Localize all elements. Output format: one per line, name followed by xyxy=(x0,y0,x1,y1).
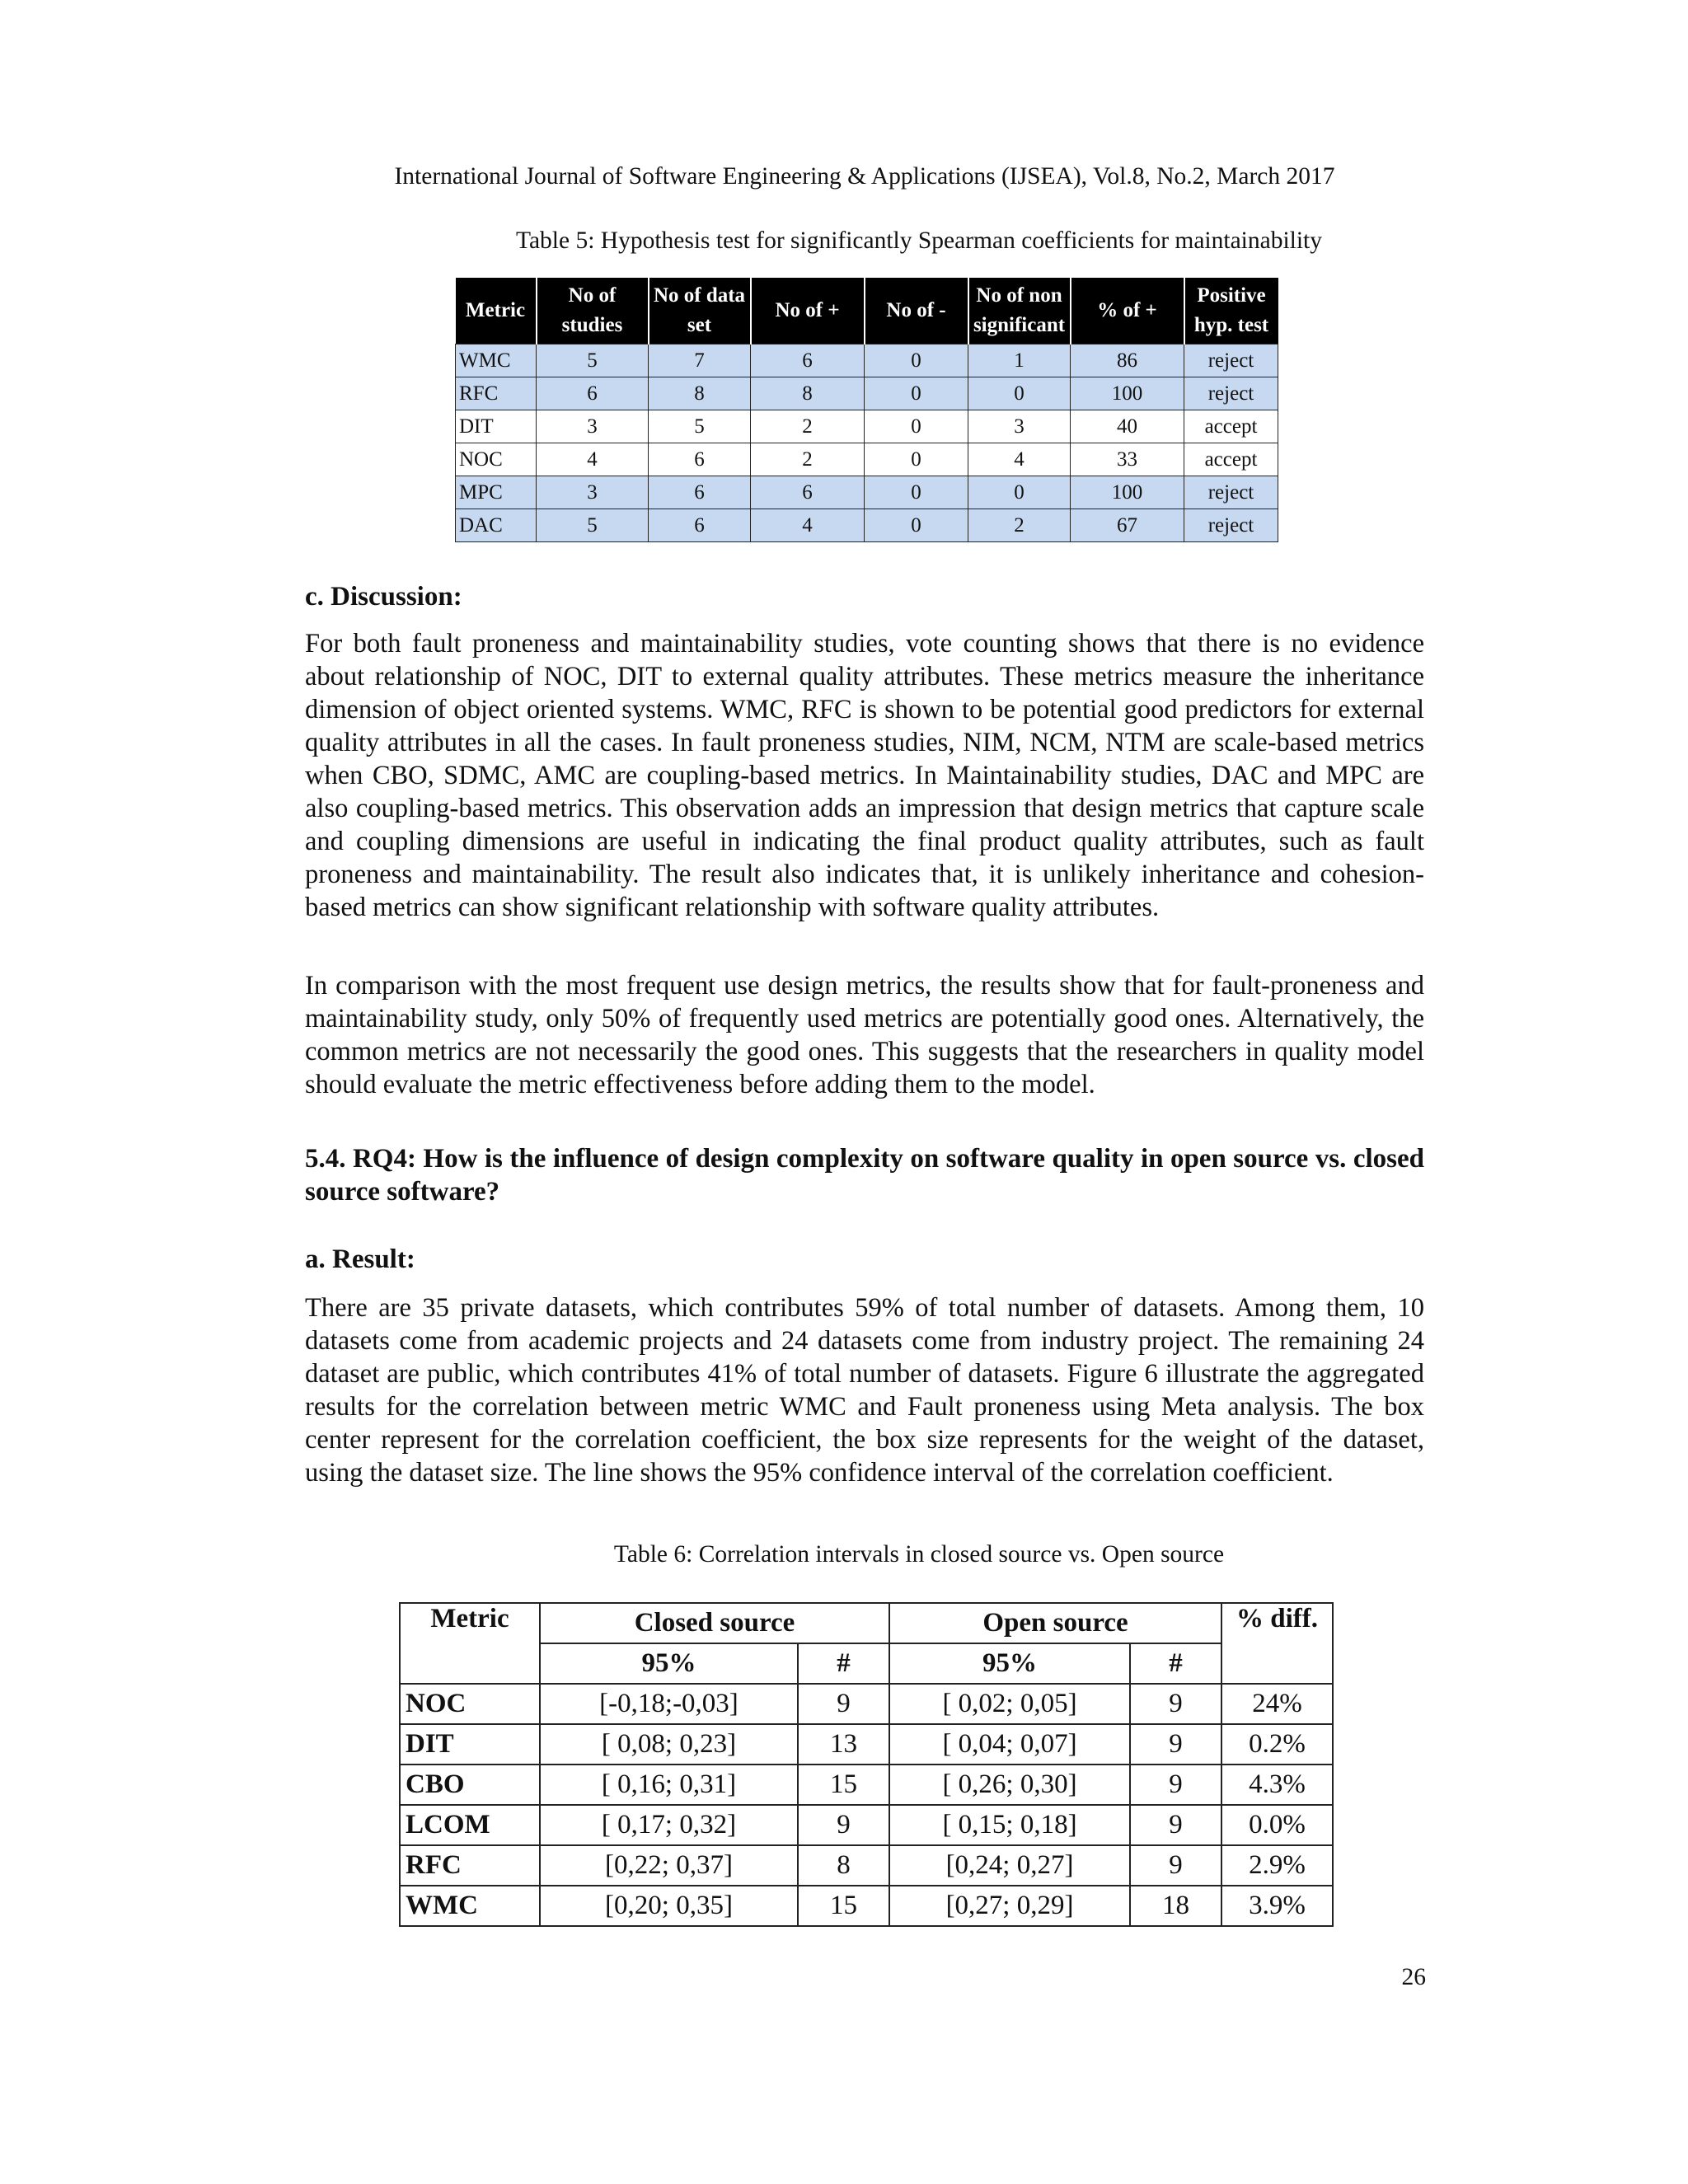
table6-cell-closed-ci: [0,20; 0,35] xyxy=(540,1886,798,1926)
table6-cell-closed-ci: [0,22; 0,37] xyxy=(540,1845,798,1886)
table5-cell-nonsig: 3 xyxy=(968,410,1071,443)
table6-cell-diff: 0.2% xyxy=(1221,1724,1333,1765)
table5-col-header: % of + xyxy=(1071,278,1184,344)
journal-header: International Journal of Software Engineering & Applications (IJSEA), Vol.8, No.2, March 2017 xyxy=(394,163,1335,190)
table5-col-header: Metric xyxy=(456,278,537,344)
table5-row xyxy=(456,410,1278,443)
table5-cell-test: accept xyxy=(1184,443,1278,476)
table5-cell-pct: 100 xyxy=(1071,377,1184,410)
table6-cell-open-ci: [ 0,26; 0,30] xyxy=(889,1765,1130,1805)
table5-col-header: No of studies xyxy=(537,278,649,344)
table5-cell-studies: 5 xyxy=(537,509,649,542)
table6-cell-closed-n: 15 xyxy=(798,1765,889,1805)
table5-cell-nonsig: 4 xyxy=(968,443,1071,476)
table5-col-header: No of data set xyxy=(649,278,751,344)
table5-cell-datasets: 5 xyxy=(649,410,751,443)
table5 xyxy=(455,278,1278,542)
table6-header-row-2 xyxy=(400,1643,1333,1684)
table5-cell-metric: DAC xyxy=(456,509,537,542)
table6-metric-header: Metric xyxy=(400,1603,540,1684)
table6-cell-closed-ci: [ 0,16; 0,31] xyxy=(540,1765,798,1805)
table6-cell-open-n: 9 xyxy=(1130,1724,1221,1765)
table5-cell-pos: 6 xyxy=(751,476,865,509)
table6-cell-diff: 0.0% xyxy=(1221,1805,1333,1845)
table5-cell-datasets: 6 xyxy=(649,443,751,476)
table6-cell-metric: LCOM xyxy=(400,1805,540,1845)
table5-row xyxy=(456,344,1278,377)
table5-cell-studies: 5 xyxy=(537,344,649,377)
table5-col-header: No of + xyxy=(751,278,865,344)
table5-cell-pos: 2 xyxy=(751,443,865,476)
table6-cell-closed-ci: [-0,18;-0,03] xyxy=(540,1684,798,1724)
table6-cell-open-n: 9 xyxy=(1130,1765,1221,1805)
table6-cell-diff: 24% xyxy=(1221,1684,1333,1724)
table5-row xyxy=(456,509,1278,542)
table6-cell-metric: WMC xyxy=(400,1886,540,1926)
table6-cell-open-ci: [0,24; 0,27] xyxy=(889,1845,1130,1886)
table6-cell-diff: 2.9% xyxy=(1221,1845,1333,1886)
table5-cell-metric: MPC xyxy=(456,476,537,509)
table6 xyxy=(399,1602,1334,1927)
table5-header-row xyxy=(456,278,1278,344)
discussion-paragraph-2: In comparison with the most frequent use design metrics, the results show that for fault-proneness and maintainability study, only 50% of frequently used metrics are potentially good ones. Alternatively, the common metrics are not necessarily the good ones. This suggests that the researchers in quality model should evaluate the metric effectiveness before adding them to the model. xyxy=(305,971,1424,1099)
table5-cell-neg: 0 xyxy=(865,410,968,443)
table6-row xyxy=(400,1845,1333,1886)
table5-cell-studies: 3 xyxy=(537,410,649,443)
table6-body xyxy=(400,1684,1333,1926)
table5-cell-metric: NOC xyxy=(456,443,537,476)
table5-cell-test: reject xyxy=(1184,509,1278,542)
table5-cell-datasets: 6 xyxy=(649,476,751,509)
table5-cell-metric: DIT xyxy=(456,410,537,443)
table5-cell-pos: 2 xyxy=(751,410,865,443)
table6-row xyxy=(400,1724,1333,1765)
table5-cell-metric: WMC xyxy=(456,344,537,377)
table6-closed-ci-header: 95% xyxy=(540,1643,798,1684)
table6-cell-diff: 4.3% xyxy=(1221,1765,1333,1805)
table5-cell-pct: 40 xyxy=(1071,410,1184,443)
table5-col-header: No of non significant xyxy=(968,278,1071,344)
table6-cell-open-ci: [0,27; 0,29] xyxy=(889,1886,1130,1926)
table6-open-count-header: # xyxy=(1130,1643,1221,1684)
table6-cell-open-ci: [ 0,02; 0,05] xyxy=(889,1684,1130,1724)
table5-cell-nonsig: 0 xyxy=(968,476,1071,509)
table5-cell-neg: 0 xyxy=(865,344,968,377)
table5-col-header: Positive hyp. test xyxy=(1184,278,1278,344)
table5-cell-pct: 67 xyxy=(1071,509,1184,542)
table6-cell-closed-n: 9 xyxy=(798,1684,889,1724)
result-heading: a. Result: xyxy=(305,1244,415,1274)
table6-cell-closed-ci: [ 0,17; 0,32] xyxy=(540,1805,798,1845)
table6-cell-open-ci: [ 0,15; 0,18] xyxy=(889,1805,1130,1845)
table5-cell-pos: 4 xyxy=(751,509,865,542)
discussion-heading: c. Discussion: xyxy=(305,582,462,612)
page-number: 26 xyxy=(1401,1964,1426,1990)
table5-cell-neg: 0 xyxy=(865,476,968,509)
table5-cell-neg: 0 xyxy=(865,509,968,542)
discussion-paragraph-1: For both fault proneness and maintainability studies, vote counting shows that there is no evidence about relationship of NOC, DIT to external quality attributes. These metrics measure the inheritance dimension of object oriented systems. WMC, RFC is shown to be potential good predictors for external quality attributes in all the cases. In fault proneness studies, NIM, NCM, NTM are scale-based metrics when CBO, SDMC, AMC are coupling-based metrics. In Maintainability studies, DAC and MPC are also coupling-based metrics. This observation adds an impression that design metrics that capture scale and coupling dimensions are useful in indicating the final product quality attributes, such as fault proneness and maintainability. The result also indicates that, it is unlikely inheritance and cohesion-based metrics can show significant relationship with software quality attributes. xyxy=(305,629,1424,922)
table5-cell-nonsig: 2 xyxy=(968,509,1071,542)
table6-cell-diff: 3.9% xyxy=(1221,1886,1333,1926)
table6-cell-metric: DIT xyxy=(400,1724,540,1765)
table5-col-header: No of - xyxy=(865,278,968,344)
table5-row xyxy=(456,476,1278,509)
table5-cell-pct: 86 xyxy=(1071,344,1184,377)
table6-cell-open-ci: [ 0,04; 0,07] xyxy=(889,1724,1130,1765)
table6-cell-open-n: 9 xyxy=(1130,1805,1221,1845)
table6-row xyxy=(400,1886,1333,1926)
table6-cell-closed-n: 15 xyxy=(798,1886,889,1926)
table6-header-row-1 xyxy=(400,1603,1333,1643)
table5-caption: Table 5: Hypothesis test for significantly Spearman coefficients for maintainability xyxy=(515,227,1322,254)
table6-cell-metric: CBO xyxy=(400,1765,540,1805)
table5-cell-studies: 3 xyxy=(537,476,649,509)
result-paragraph: There are 35 private datasets, which contributes 59% of total number of datasets. Among them, 10 datasets come from academic projects and 24 datasets come from industry project. The remaining 24 dataset are public, which contributes 41% of total number of datasets. Figure 6 illustrate the aggregated results for the correlation between metric WMC and Fault proneness using Meta analysis. The box center represent for the correlation coefficient, the box size represents for the weight of the dataset, using the dataset size. The line shows the 95% confidence interval of the correlation coefficient. xyxy=(305,1293,1424,1488)
table5-cell-metric: RFC xyxy=(456,377,537,410)
table5-cell-datasets: 8 xyxy=(649,377,751,410)
table6-row xyxy=(400,1684,1333,1724)
table5-cell-test: accept xyxy=(1184,410,1278,443)
table6-cell-closed-n: 13 xyxy=(798,1724,889,1765)
table5-row xyxy=(456,443,1278,476)
table6-cell-closed-n: 8 xyxy=(798,1845,889,1886)
table6-cell-open-n: 9 xyxy=(1130,1684,1221,1724)
table6-cell-open-n: 9 xyxy=(1130,1845,1221,1886)
table6-cell-metric: NOC xyxy=(400,1684,540,1724)
table5-cell-studies: 4 xyxy=(537,443,649,476)
table5-cell-test: reject xyxy=(1184,377,1278,410)
table6-closed-count-header: # xyxy=(798,1643,889,1684)
table5-cell-studies: 6 xyxy=(537,377,649,410)
table5-cell-nonsig: 1 xyxy=(968,344,1071,377)
table5-cell-neg: 0 xyxy=(865,377,968,410)
table5-cell-test: reject xyxy=(1184,344,1278,377)
table6-closed-source-header: Closed source xyxy=(540,1603,889,1643)
table5-cell-nonsig: 0 xyxy=(968,377,1071,410)
table5-cell-pct: 100 xyxy=(1071,476,1184,509)
table5-body xyxy=(456,344,1278,542)
table5-cell-pct: 33 xyxy=(1071,443,1184,476)
table6-cell-open-n: 18 xyxy=(1130,1886,1221,1926)
table6-caption: Table 6: Correlation intervals in closed source vs. Open source xyxy=(613,1541,1225,1568)
table6-cell-closed-ci: [ 0,08; 0,23] xyxy=(540,1724,798,1765)
table6-row xyxy=(400,1805,1333,1845)
rq4-heading: 5.4. RQ4: How is the influence of design complexity on software quality in open source vs. closed source software? xyxy=(305,1144,1424,1207)
table5-cell-pos: 6 xyxy=(751,344,865,377)
table6-row xyxy=(400,1765,1333,1805)
table5-cell-test: reject xyxy=(1184,476,1278,509)
table5-cell-pos: 8 xyxy=(751,377,865,410)
table6-diff-header: % diff. xyxy=(1221,1603,1333,1684)
table6-cell-closed-n: 9 xyxy=(798,1805,889,1845)
table6-open-source-header: Open source xyxy=(889,1603,1221,1643)
table5-cell-datasets: 6 xyxy=(649,509,751,542)
table5-cell-neg: 0 xyxy=(865,443,968,476)
table6-open-ci-header: 95% xyxy=(889,1643,1130,1684)
table6-cell-metric: RFC xyxy=(400,1845,540,1886)
table5-row xyxy=(456,377,1278,410)
table5-cell-datasets: 7 xyxy=(649,344,751,377)
